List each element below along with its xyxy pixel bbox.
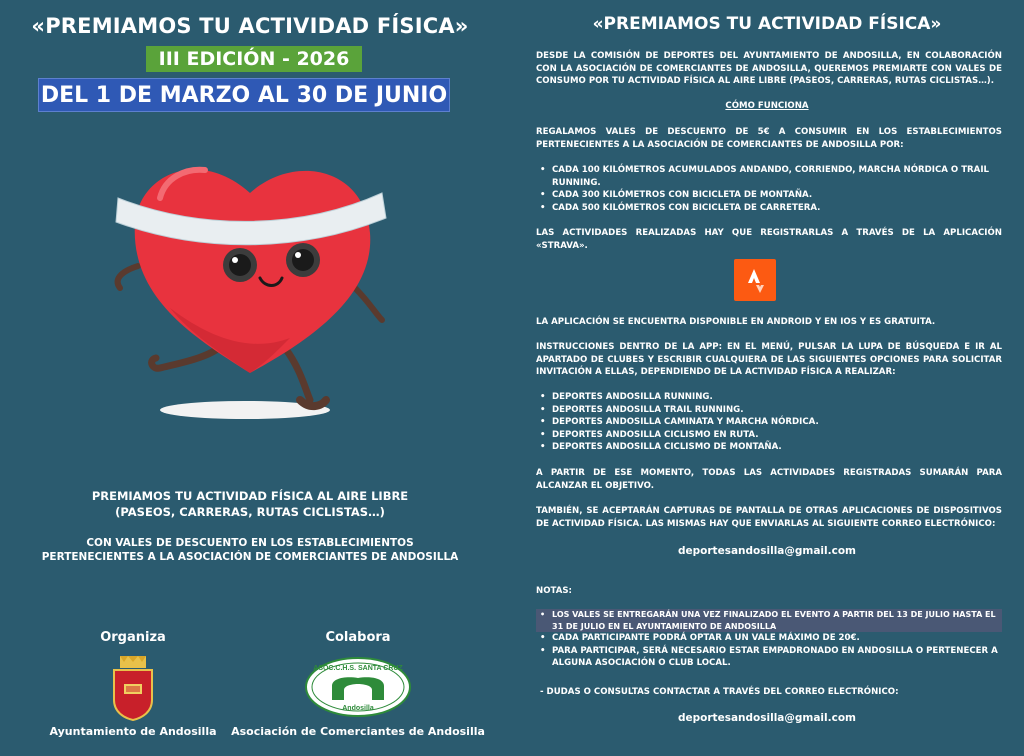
- list-item: • DEPORTES ANDOSILLA CAMINATA Y MARCHA NÓRDICA.: [536, 416, 1002, 429]
- heart-leg-right: [285, 348, 310, 400]
- email-link-1[interactable]: deportesandosilla@gmail.com: [678, 545, 856, 557]
- list-item: • CADA 100 KILÓMETROS ACUMULADOS ANDANDO, CORRIENDO, MARCHA NÓRDICA O TRAIL RUNNING.: [536, 164, 1002, 189]
- colabora-label: Colabora: [325, 630, 391, 645]
- vales-text: [0, 536, 500, 564]
- list-item: • DEPORTES ANDOSILLA RUNNING.: [536, 391, 1002, 404]
- list-item: • DEPORTES ANDOSILLA CICLISMO DE MONTAÑA.: [536, 441, 1002, 454]
- list-item: • LOS VALES SE ENTREGARÁN UNA VEZ FINALIZADO EL EVENTO A PARTIR DEL 13 DE JULIO HASTA EL 31 DE JULIO EN EL AYUNTAMIENTO DE ANDOSILLA: [536, 609, 1002, 632]
- vales-line-1: CON VALES DE DESCUENTO EN LOS ESTABLECIMIENTOS: [86, 537, 414, 549]
- promo-text: [0, 488, 500, 520]
- edition-badge: III EDICIÓN - 2026: [146, 46, 362, 72]
- regalamos-text: REGALAMOS VALES DE DESCUENTO DE 5€ A CONSUMIR EN LOS ESTABLECIMIENTOS PERTENECIENTES A LA ASOCIACIÓN DE COMERCIANTES DE ANDOSILLA POR:: [536, 127, 1002, 150]
- asociacion-logo-top: ASOC.C.H.S. SANTA CRUZ: [313, 665, 403, 672]
- ayuntamiento-crest-icon: [110, 654, 156, 722]
- running-heart-illustration: [100, 138, 400, 428]
- instructions-text: INSTRUCCIONES DENTRO DE LA APP: EN EL MENÚ, PULSAR LA LUPA DE BÚSQUEDA E IR AL APARTADO DE CLUBES Y ESCRIBIR CUALQUIERA DE LAS SIGUIENTES OPCIONES PARA SOLICITAR INVITACIÓN A ELLAS, DEPENDIENDO DE LA ACTIVIDAD FÍSICA A REALIZAR:: [536, 342, 1002, 378]
- km-list: [536, 164, 1002, 214]
- intro-text: DESDE LA COMISIÓN DE DEPORTES DEL AYUNTAMIENTO DE ANDOSILLA, EN COLABORACIÓN CON LA ASOCIACIÓN DE COMERCIANTES DE ANDOSILLA, QUEREMOS PREMIARTE CON VALES DE CONSUMO POR TU ACTIVIDAD FÍSICA AL AIRE LIBRE (PASEOS, CARRERAS, RUTAS CICLISTAS…).: [536, 51, 1002, 87]
- list-item: • PARA PARTICIPAR, SERÁ NECESARIO ESTAR EMPADRONADO EN ANDOSILLA O PERTENECER A ALGUNA ASOCIACIÓN O CLUB LOCAL.: [536, 645, 1002, 670]
- vales-line-2: PERTENECIENTES A LA ASOCIACIÓN DE COMERCIANTES DE ANDOSILLA: [41, 551, 459, 563]
- heart-arm-right: [355, 288, 382, 320]
- asociacion-logo: [304, 656, 412, 718]
- left-title: «PREMIAMOS TU ACTIVIDAD FÍSICA»: [31, 14, 469, 38]
- como-funciona-heading: CÓMO FUNCIONA: [725, 101, 809, 111]
- promo-line-1: PREMIAMOS TU ACTIVIDAD FÍSICA AL AIRE LIBRE: [91, 489, 409, 503]
- list-item: • CADA 500 KILÓMETROS CON BICICLETA DE CARRETERA.: [536, 202, 1002, 215]
- dudas-text: - DUDAS O CONSULTAS CONTACTAR A TRAVÉS DEL CORREO ELECTRÓNICO:: [540, 687, 899, 697]
- list-item: • CADA PARTICIPANTE PODRÁ OPTAR A UN VALE MÁXIMO DE 20€.: [536, 632, 1002, 645]
- strava-note: LAS ACTIVIDADES REALIZADAS HAY QUE REGISTRARLAS A TRAVÉS DE LA APLICACIÓN «STRAVA».: [536, 228, 1002, 251]
- strava-app-icon: [734, 259, 776, 301]
- promo-line-2: (PASEOS, CARRERAS, RUTAS CICLISTAS…): [115, 505, 385, 519]
- list-item: • DEPORTES ANDOSILLA TRAIL RUNNING.: [536, 404, 1002, 417]
- list-item: • CADA 300 KILÓMETROS CON BICICLETA DE MONTAÑA.: [536, 189, 1002, 202]
- app-available-text: LA APLICACIÓN SE ENCUENTRA DISPONIBLE EN ANDROID Y EN IOS Y ES GRATUITA.: [536, 317, 936, 327]
- organiza-caption: Ayuntamiento de Andosilla: [49, 725, 217, 738]
- heart-arm-left: [118, 266, 138, 288]
- notes-list: [536, 609, 1002, 670]
- organiza-label: Organiza: [100, 630, 166, 645]
- asociacion-logo-bottom: Andosilla: [342, 705, 374, 712]
- clubs-list: [536, 391, 1002, 454]
- also-text: TAMBIÉN, SE ACEPTARÁN CAPTURAS DE PANTALLA DE OTRAS APLICACIONES DE DISPOSITIVOS DE ACTIVIDAD FÍSICA. LAS MISMAS HAY QUE ENVIARLAS AL SIGUIENTE CORREO ELECTRÓNICO:: [536, 506, 1002, 529]
- notas-label: NOTAS:: [536, 586, 572, 596]
- list-item: • DEPORTES ANDOSILLA CICLISMO EN RUTA.: [536, 429, 1002, 442]
- from-then-text: A PARTIR DE ESE MOMENTO, TODAS LAS ACTIVIDADES REGISTRADAS SUMARÁN PARA ALCANZAR EL OBJETIVO.: [536, 468, 1002, 491]
- dates-banner: DEL 1 DE MARZO AL 30 DE JUNIO: [38, 78, 450, 112]
- email-link-2[interactable]: deportesandosilla@gmail.com: [678, 712, 856, 724]
- right-title: «PREMIAMOS TU ACTIVIDAD FÍSICA»: [592, 14, 942, 34]
- colabora-caption: Asociación de Comerciantes de Andosilla: [231, 725, 485, 738]
